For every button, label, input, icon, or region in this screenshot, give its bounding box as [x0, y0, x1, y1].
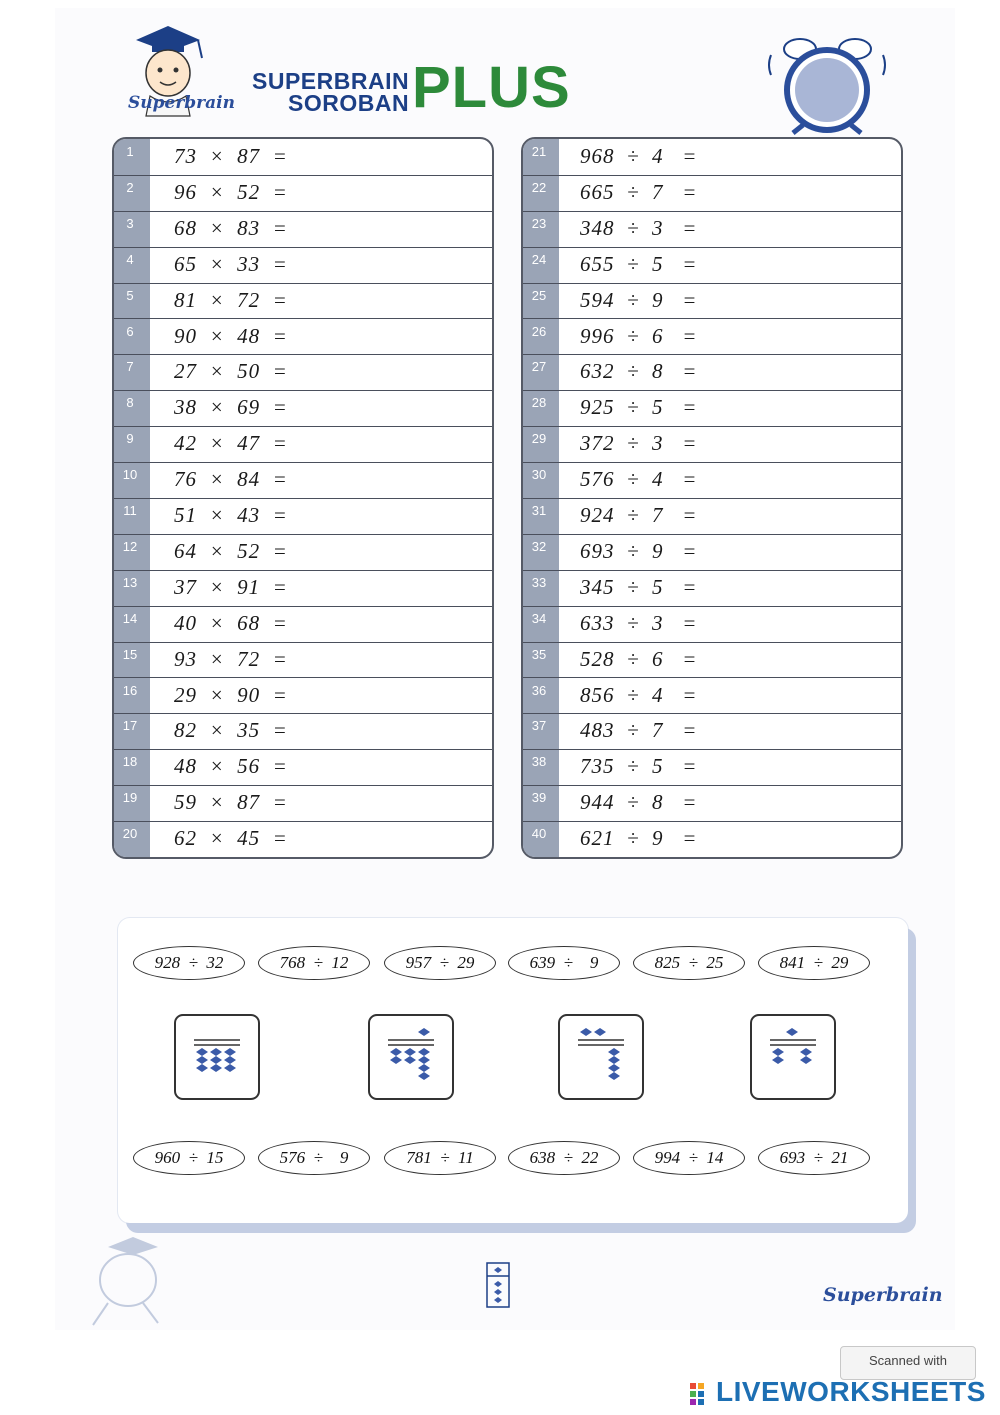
problem-expression: 944 ÷ 8 = [580, 790, 698, 815]
problem-row [523, 247, 901, 284]
problem-row [523, 211, 901, 248]
problem-row [523, 785, 901, 822]
page-abacus-icon [486, 1262, 510, 1308]
multiplication-box [112, 137, 494, 859]
problem-number: 39 [531, 790, 547, 806]
problem-row [523, 175, 901, 212]
problem-row [523, 426, 901, 463]
problem-expression: 924 ÷ 7 = [580, 503, 698, 527]
problem-expression: 348 ÷ 3 = [580, 215, 698, 240]
problem-row [114, 785, 492, 822]
problem-expression: 68 × 83 = [174, 215, 288, 240]
problem-row [523, 498, 901, 535]
oval-problem: 781 ÷ 11 [384, 1141, 496, 1175]
problem-number: 27 [531, 359, 547, 375]
mascot-watermark-icon [78, 1235, 173, 1330]
problem-expression: 65 × 33 = [174, 251, 288, 276]
problem-row [114, 175, 492, 212]
problem-row [523, 283, 901, 320]
problem-number: 12 [122, 538, 138, 554]
problem-number: 26 [531, 323, 547, 339]
problem-row [114, 354, 492, 391]
problem-row [523, 390, 901, 427]
problem-number: 9 [126, 431, 134, 447]
problem-expression: 693 ÷ 9 = [580, 538, 698, 563]
problem-number: 31 [531, 503, 547, 518]
problem-expression: 76 × 84 = [174, 467, 288, 492]
problem-expression: 665 ÷ 7 = [580, 179, 698, 204]
problem-number: 2 [126, 179, 134, 195]
problem-expression: 594 ÷ 9 = [580, 287, 698, 312]
liveworksheets-text: LIVEWORKSHEETS [716, 1376, 986, 1407]
oval-problem: 841 ÷ 29 [758, 946, 870, 980]
problem-row [523, 139, 901, 176]
problem-expression: 40 × 68 = [174, 610, 288, 635]
abacus-icon [368, 1014, 454, 1100]
problem-row [114, 139, 492, 176]
problem-row [114, 498, 492, 535]
problem-expression: 37 × 91 = [174, 574, 288, 599]
problem-row [114, 319, 492, 356]
problem-expression: 90 × 48 = [174, 323, 288, 348]
superbrain-logo: Superbrain [128, 93, 235, 113]
oval-problem: 825 ÷ 25 [633, 946, 745, 980]
problem-expression: 345 ÷ 5 = [580, 574, 698, 599]
abacus-icon [558, 1014, 644, 1100]
problem-expression: 64 × 52 = [174, 538, 288, 563]
problem-expression: 968 ÷ 4 = [580, 144, 698, 168]
problem-row [523, 642, 901, 679]
liveworksheets-logo-icon [690, 1383, 712, 1405]
problem-expression: 372 ÷ 3 = [580, 431, 698, 456]
problem-number: 19 [122, 790, 138, 806]
oval-problem: 994 ÷ 14 [633, 1141, 745, 1175]
problem-number: 29 [531, 431, 547, 447]
problem-row [114, 821, 492, 857]
problem-expression: 62 × 45 = [174, 826, 288, 851]
problem-row [523, 462, 901, 499]
problem-row [523, 354, 901, 391]
problem-number: 37 [531, 718, 547, 734]
problem-number: 35 [531, 646, 547, 662]
oval-problem: 638 ÷ 22 [508, 1141, 620, 1175]
problem-row [114, 749, 492, 786]
problem-expression: 51 × 43 = [174, 503, 288, 527]
problem-row [114, 678, 492, 715]
problem-expression: 735 ÷ 5 = [580, 754, 698, 779]
problem-row [523, 749, 901, 786]
problem-number: 21 [531, 144, 547, 159]
problem-number: 3 [126, 215, 134, 231]
problem-row [114, 642, 492, 679]
problem-row [114, 211, 492, 248]
problem-row [523, 713, 901, 750]
problem-number: 25 [531, 287, 547, 303]
problem-expression: 528 ÷ 6 = [580, 646, 698, 671]
problem-expression: 81 × 72 = [174, 287, 288, 312]
problem-expression: 82 × 35 = [174, 718, 288, 743]
brand-soroban: SOROBAN [288, 90, 410, 116]
problem-number: 10 [122, 467, 138, 483]
problem-expression: 93 × 72 = [174, 646, 288, 671]
liveworksheets-brand[interactable] [690, 1373, 986, 1411]
problem-expression: 42 × 47 = [174, 431, 288, 456]
problem-row [114, 462, 492, 499]
problem-row [114, 606, 492, 643]
problem-expression: 48 × 56 = [174, 754, 288, 779]
mental-math-panel [118, 918, 908, 1223]
problem-number: 4 [126, 251, 134, 267]
problem-number: 30 [531, 467, 547, 483]
problem-expression: 29 × 90 = [174, 682, 288, 707]
problem-row [114, 283, 492, 320]
problem-row [523, 570, 901, 607]
problem-number: 24 [531, 251, 547, 267]
problem-row [523, 678, 901, 715]
alarm-clock-icon [765, 35, 890, 135]
brand-plus: PLUS [412, 55, 571, 120]
problem-number: 20 [122, 826, 138, 842]
problem-expression: 856 ÷ 4 = [580, 682, 698, 707]
problem-expression: 996 ÷ 6 = [580, 323, 698, 348]
problem-number: 16 [122, 682, 138, 698]
problem-number: 15 [122, 646, 138, 662]
oval-problem: 639 ÷ 9 [508, 946, 620, 980]
problem-number: 33 [531, 574, 547, 590]
problem-number: 5 [126, 287, 134, 303]
problem-number: 11 [123, 503, 137, 518]
problem-expression: 632 ÷ 8 = [580, 359, 698, 384]
abacus-icon [750, 1014, 836, 1100]
problem-row [114, 534, 492, 571]
problem-row [523, 821, 901, 857]
problem-expression: 73 × 87 = [174, 144, 288, 168]
problem-number: 34 [531, 610, 547, 626]
problem-expression: 576 ÷ 4 = [580, 467, 698, 492]
scanned-with-badge: Scanned with [840, 1346, 976, 1380]
problem-number: 7 [126, 359, 134, 375]
problem-number: 32 [531, 538, 547, 554]
brand-superbrain: SUPERBRAIN [252, 68, 410, 94]
problem-row [523, 319, 901, 356]
oval-problem: 768 ÷ 12 [258, 946, 370, 980]
abacus-icon [174, 1014, 260, 1100]
problem-expression: 38 × 69 = [174, 395, 288, 420]
problem-row [114, 713, 492, 750]
superbrain-footer-logo: Superbrain [823, 1284, 943, 1306]
problem-expression: 96 × 52 = [174, 179, 288, 204]
problem-expression: 59 × 87 = [174, 790, 288, 815]
oval-problem: 928 ÷ 32 [133, 946, 245, 980]
division-box [521, 137, 903, 859]
problem-number: 36 [531, 682, 547, 698]
problem-number: 6 [126, 323, 134, 339]
problem-number: 1 [126, 144, 134, 159]
problem-expression: 925 ÷ 5 = [580, 395, 698, 420]
oval-problem: 693 ÷ 21 [758, 1141, 870, 1175]
problem-row [114, 390, 492, 427]
problem-expression: 483 ÷ 7 = [580, 718, 698, 743]
problem-number: 40 [531, 826, 547, 842]
problem-row [523, 534, 901, 571]
problem-number: 23 [531, 215, 547, 231]
problem-number: 14 [122, 610, 138, 626]
problem-row [523, 606, 901, 643]
problem-number: 17 [122, 718, 138, 734]
problem-number: 8 [126, 395, 134, 411]
problem-number: 22 [531, 179, 547, 195]
oval-problem: 960 ÷ 15 [133, 1141, 245, 1175]
oval-problem: 957 ÷ 29 [384, 946, 496, 980]
problem-number: 18 [122, 754, 138, 770]
problem-number: 38 [531, 754, 547, 770]
oval-problem: 576 ÷ 9 [258, 1141, 370, 1175]
problem-expression: 655 ÷ 5 = [580, 251, 698, 276]
problem-expression: 633 ÷ 3 = [580, 610, 698, 635]
problem-row [114, 570, 492, 607]
problem-row [114, 426, 492, 463]
problem-expression: 621 ÷ 9 = [580, 826, 698, 851]
problem-number: 28 [531, 395, 547, 411]
problem-number: 13 [122, 574, 138, 590]
problem-expression: 27 × 50 = [174, 359, 288, 384]
problem-row [114, 247, 492, 284]
